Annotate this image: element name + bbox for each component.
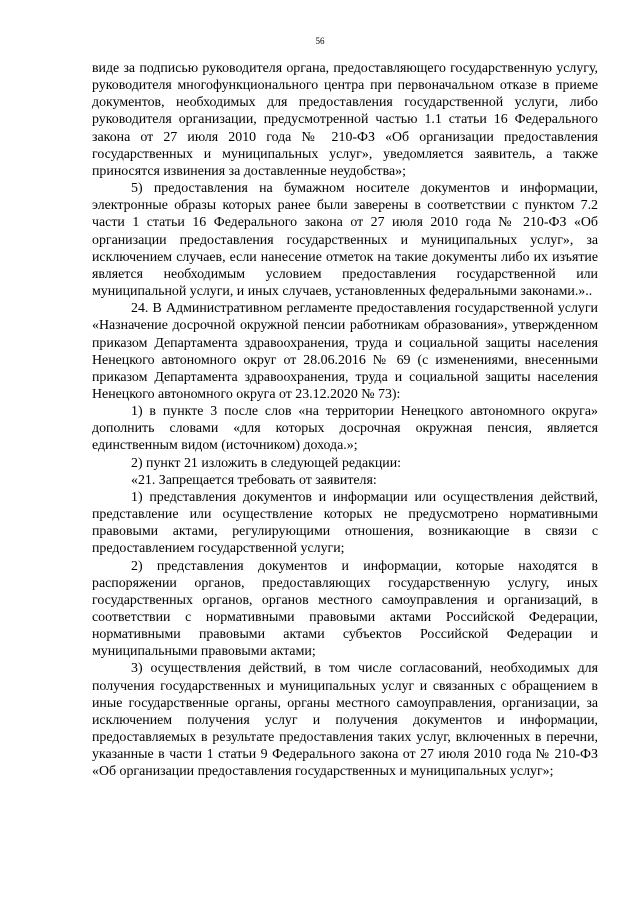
paragraph: виде за подписью руководителя органа, предоставляющего государственную услугу, руководителя многофункционального центра при первоначальном отказе в приеме документов, необходимых для предоставления государственной услуги, либо руководителя организации, предусмотренной частью 1.1 статьи 16 Федерального закона от 27 июля 2010 года № 210-ФЗ «Об организации предоставления государственных и муниципальных услуг», уведомляется заявитель, а также приносятся извинения за доставленные неудобства»; bbox=[92, 61, 598, 179]
paragraph: «21. Запрещается требовать от заявителя: bbox=[131, 472, 377, 488]
paragraph: 5) предоставления на бумажном носителе документов и информации, электронные образы которых ранее были заверены в соответствии с пунктом 7.2 части 1 статьи 16 Федерального закона от 27 июля 2010 года № 210-ФЗ «Об организации предоставления государственных и муниципальных услуг», за исключением случаев, если нанесение отметок на такие документы либо их изъятие является необходимым условием предоставления государственной или муниципальной услуги, и иных случаев, установленных федеральными законами.».. bbox=[92, 181, 598, 300]
paragraph: 24. В Административном регламенте предоставления государственной услуги «Назначение досрочной окружной пенсии работникам образования», утвержденном приказом Департамента здравоохранения, труда и социальной защиты населения Ненецкого автономного округ от 28.06.2016 № 69 (с изменениями, внесенными приказом Департамента здравоохранения, труда и социальной защиты населения Ненецкого автономного округа от 23.12.2020 № 73): bbox=[92, 301, 598, 402]
paragraph: 2) пункт 21 изложить в следующей редакции: bbox=[131, 455, 402, 471]
paragraph: 3) осуществления действий, в том числе согласований, необходимых для получения государственных и муниципальных услуг и связанных с обращением в иные государственные органы, органы местного самоуправления, организации, за исключением получения услуг и получения документов и информации, предоставляемых в результате предоставления таких услуг, включенных в перечни, указанные в части 1 статьи 9 Федерального закона от 27 июля 2010 года № 210-ФЗ «Об организации предоставления государственных и муниципальных услуг»; bbox=[92, 661, 598, 780]
paragraph: 1) в пункте 3 после слов «на территории Ненецкого автономного округа» дополнить словами «для которых досрочная окружная пенсия, является единственным видом (источником) дохода.»; bbox=[92, 404, 598, 454]
paragraph: 2) представления документов и информации, которые находятся в распоряжении органов, предоставляющих государственную услугу, иных государственных органов, органов местного самоуправления и организаций, в соответствии с нормативными правовыми актами Российской Федерации, нормативными правовыми актами субъектов Российской Федерации и муниципальными правовыми актами; bbox=[92, 558, 598, 660]
page-number: 56 bbox=[315, 36, 325, 46]
document-body bbox=[92, 60, 598, 781]
paragraph: 1) представления документов и информации или осуществления действий, представление или осуществление которых не предусмотрено нормативными правовыми актами, регулирующими отношения, возникающие в связи с предоставлением государственной услуги; bbox=[92, 489, 598, 557]
